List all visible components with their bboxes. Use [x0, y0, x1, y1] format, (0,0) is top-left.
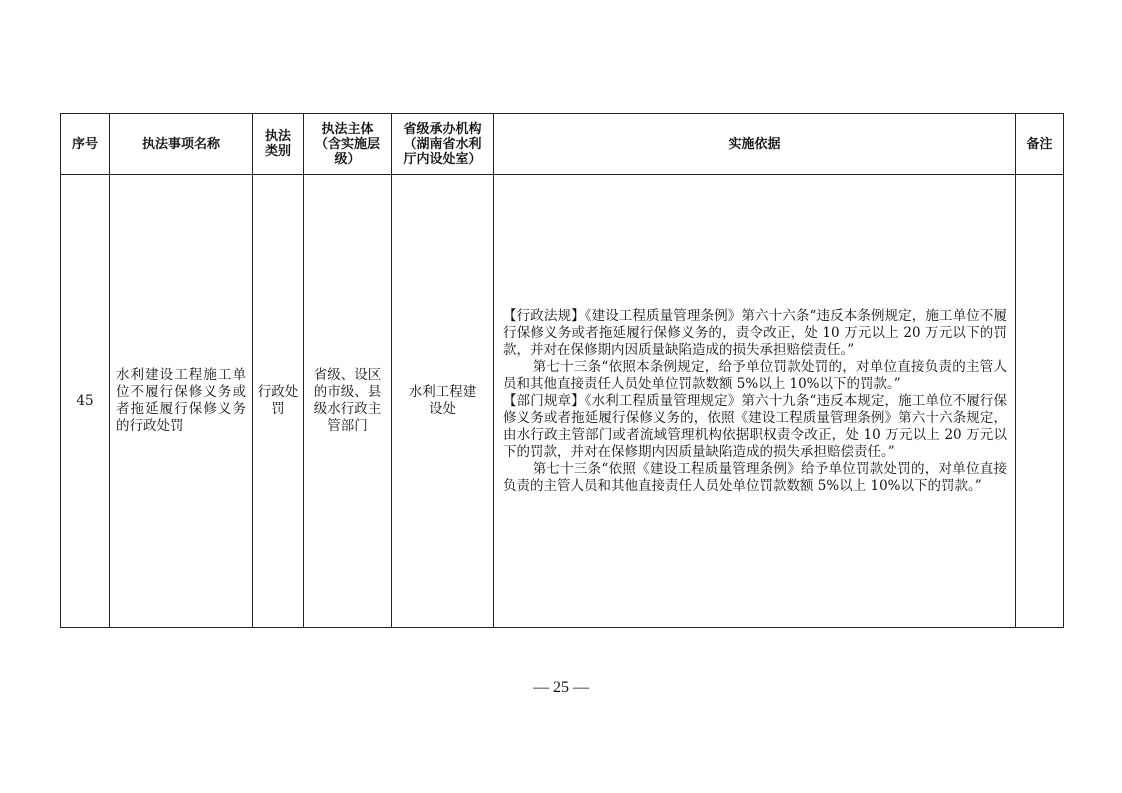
cell-basis: [494, 175, 1016, 628]
basis-paragraph: 第七十三条“依照《建设工程质量管理条例》给予单位罚款处罚的，对单位直接负责的主管人员和其他直接责任人员处单位罚款数额 5%以上 10%以下的罚款。”: [503, 460, 1007, 494]
cell-item-name: 水利建设工程施工单位不履行保修义务或者拖延履行保修义务的行政处罚: [110, 175, 253, 628]
header-subject: 执法主体（含实施层级）: [304, 114, 392, 175]
basis-paragraph: 第七十三条“依照本条例规定，给予单位罚款处罚的，对单位直接负责的主管人员和其他直接责任人员处单位罚款数额 5%以上 10%以下的罚款。”: [503, 358, 1007, 392]
cell-category: 行政处罚: [253, 175, 304, 628]
header-row: [61, 114, 1064, 175]
cell-provincial-org: [392, 175, 494, 628]
provincial-org-text: 水利工程建设处: [408, 384, 477, 417]
header-category: 执法类别: [253, 114, 304, 175]
table-row: [61, 175, 1064, 628]
header-provincial-org: 省级承办机构（湖南省水利厅内设处室）: [392, 114, 494, 175]
page-number: — 25 —: [533, 679, 589, 696]
basis-paragraph: 【行政法规】《建设工程质量管理条例》第六十六条“违反本条例规定，施工单位不履行保修义务或者拖延履行保修义务的，责令改正，处 10 万元以上 20 万元以下的罚款，并对在保修期内因质量缺陷造成的损失承担赔偿责任。”: [503, 307, 1007, 358]
header-seq: 序号: [61, 114, 110, 175]
basis-paragraph: 【部门规章】《水利工程质量管理规定》第六十九条“违反本规定，施工单位不履行保修义务或者拖延履行保修义务的，依照《建设工程质量管理条例》第六十六条规定，由水行政主管部门或者流域管理机构依据职权责令改正，处 10 万元以上 20 万元以下的罚款，并对在保修期内因质量缺陷造成的损失承担赔偿责任。”: [503, 392, 1007, 460]
header-item-name: 执法事项名称: [110, 114, 253, 175]
cell-subject: 省级、设区的市级、县级水行政主管部门: [304, 175, 392, 628]
cell-remark: [1016, 175, 1064, 628]
enforcement-table: [60, 113, 1064, 628]
header-remark: 备注: [1016, 114, 1064, 175]
cell-seq: 45: [61, 175, 110, 628]
header-basis: 实施依据: [494, 114, 1016, 175]
